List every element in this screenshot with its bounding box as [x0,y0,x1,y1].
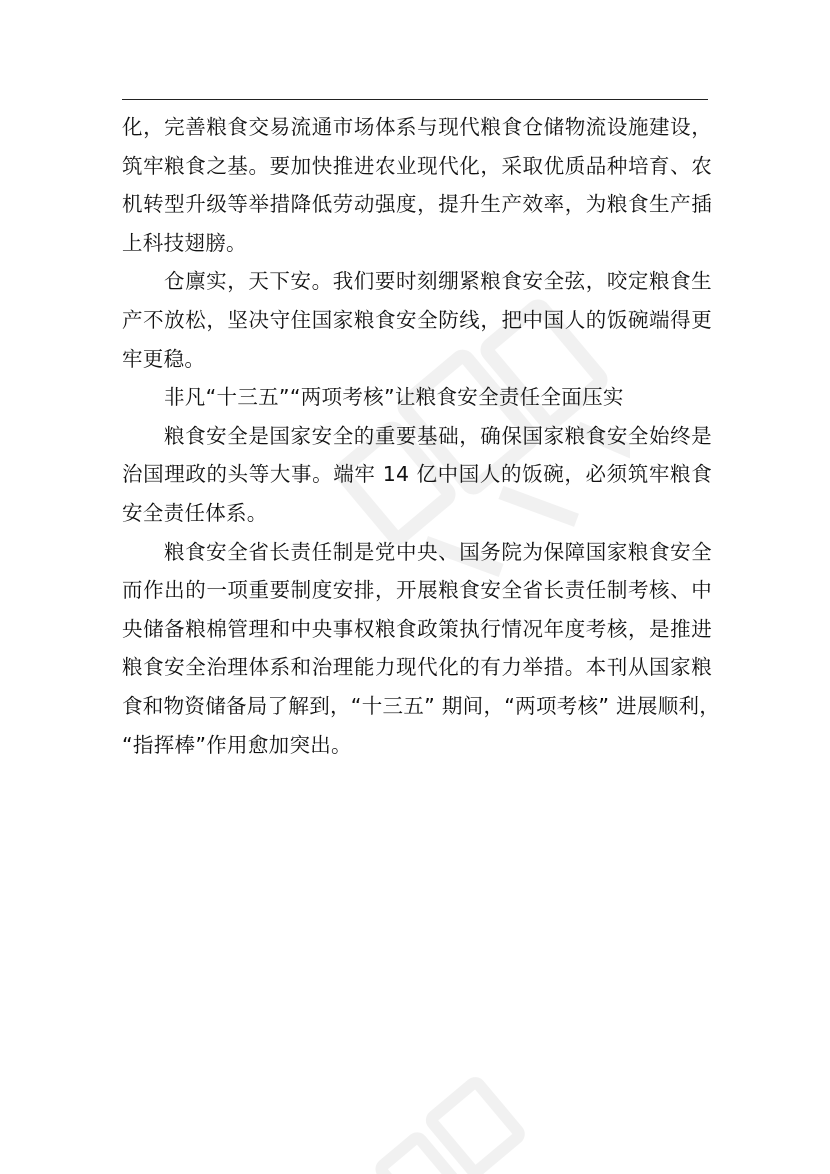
text-line: 上科技翅膀。 [122,230,247,255]
text-line: 治国理政的头等大事。端牢 14 亿中国人的饭碗，必须筑牢粮食 [122,462,712,487]
text-line: 仓廪实，天下安。我们要时刻绷紧粮食安全弦，咬定粮食生 [164,269,712,294]
text-line: 粮食安全是国家安全的重要基础，确保国家粮食安全始终是 [164,423,712,448]
text-line: 牢更稳。 [122,346,206,371]
text-line: 机转型升级等举措降低劳动强度，提升生产效率，为粮食生产插 [122,192,712,217]
section-heading: 非凡“十三五”“两项考核”让粮食安全责任全面压实 [164,385,624,410]
text-line: 粮食安全治理体系和治理能力现代化的有力举措。本刊从国家粮 [122,655,712,680]
text-line: 粮食安全省长责任制是党中央、国务院为保障国家粮食安全 [164,539,712,564]
watermark-logo-bottom [360,1050,560,1174]
text-line: 央储备粮棉管理和中央事权粮食政策执行情况年度考核，是推进 [122,616,712,641]
text-line: 产不放松，坚决守住国家粮食安全防线，把中国人的饭碗端得更 [122,307,712,332]
header-rule [122,99,708,100]
text-line: 筑牢粮食之基。要加快推进农业现代化，采取优质品种培育、农 [122,153,712,178]
text-line: “指挥棒”作用愈加突出。 [122,732,352,757]
text-line: 安全责任体系。 [122,500,268,525]
article-body [122,108,721,764]
text-line: 化，完善粮食交易流通市场体系与现代粮食仓储物流设施建设， [122,115,712,139]
text-line: 而作出的一项重要制度安排，开展粮食安全省长责任制考核、中 [122,578,712,603]
text-line: 食和物资储备局了解到，“十三五” 期间，“两项考核” 进展顺利， [122,693,721,718]
